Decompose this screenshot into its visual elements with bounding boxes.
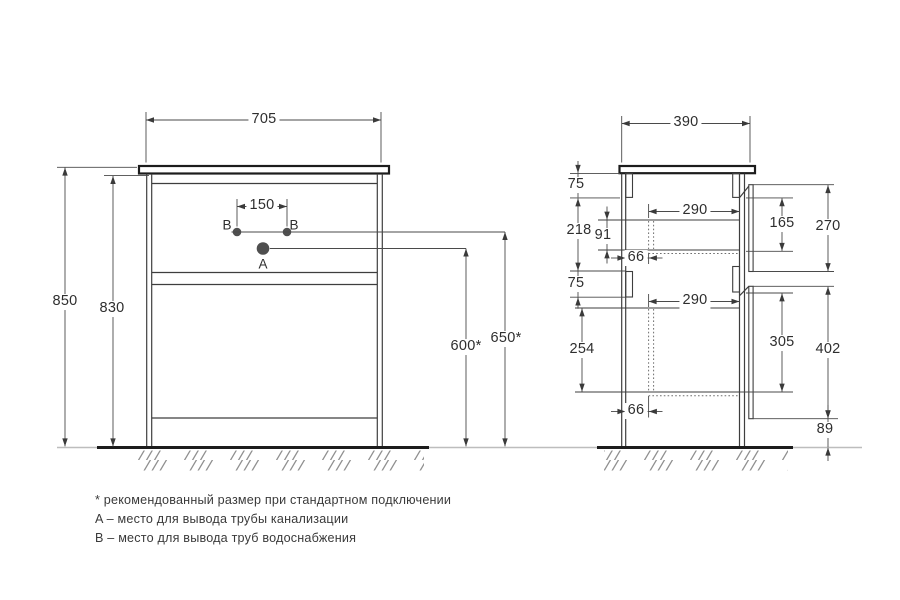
footnote-a: A – место для вывода трубы канализации — [95, 512, 349, 526]
dim-hole-spacing: 150 — [246, 198, 277, 214]
dim-middle-rail: 75 — [565, 276, 588, 292]
point-a-label: A — [258, 256, 268, 272]
dim-lower-front-height: 402 — [812, 342, 843, 358]
front-countertop — [139, 166, 389, 174]
dim-upper-drawer-width: 290 — [679, 203, 710, 219]
dim-upper-section: 218 — [563, 223, 594, 239]
floor-line — [57, 448, 862, 471]
floor-hatch-side — [604, 451, 788, 471]
floor-hatch-front — [122, 451, 424, 471]
dimension-lines — [57, 112, 838, 461]
dim-lower-front-inner: 305 — [766, 335, 797, 351]
lower-drawer-front — [749, 286, 753, 418]
dim-front-width: 705 — [248, 112, 279, 128]
drain-outlet-hole — [257, 242, 270, 255]
dim-lower-drawer-width: 290 — [679, 293, 710, 309]
side-countertop — [620, 166, 756, 173]
footnote-b: B – место для вывода труб водоснабжения — [95, 531, 357, 545]
dim-top-rail: 75 — [565, 177, 588, 193]
dim-upper-front-height: 270 — [812, 219, 843, 235]
dim-lower-drawer-inner: 254 — [566, 342, 597, 358]
dim-carcass-height: 830 — [96, 301, 127, 317]
point-b-right-label: B — [289, 217, 299, 233]
dim-bottom-gap: 89 — [814, 422, 837, 438]
dim-side-depth: 390 — [670, 115, 701, 131]
point-b-left-label: B — [222, 217, 232, 233]
dim-upper-front-inner: 165 — [766, 216, 797, 232]
side-view — [575, 166, 755, 447]
dim-water-height: 650* — [487, 331, 524, 347]
dim-upper-drawer-inner: 91 — [592, 228, 615, 244]
dim-upper-drawer-offset: 66 — [625, 250, 648, 266]
footnote-asterisk: * рекомендованный размер при стандартном подключении — [95, 493, 452, 507]
footnotes — [95, 491, 451, 548]
dim-front-height: 850 — [49, 294, 80, 310]
dim-lower-drawer-offset: 66 — [625, 403, 648, 419]
dim-drain-height: 600* — [447, 339, 484, 355]
